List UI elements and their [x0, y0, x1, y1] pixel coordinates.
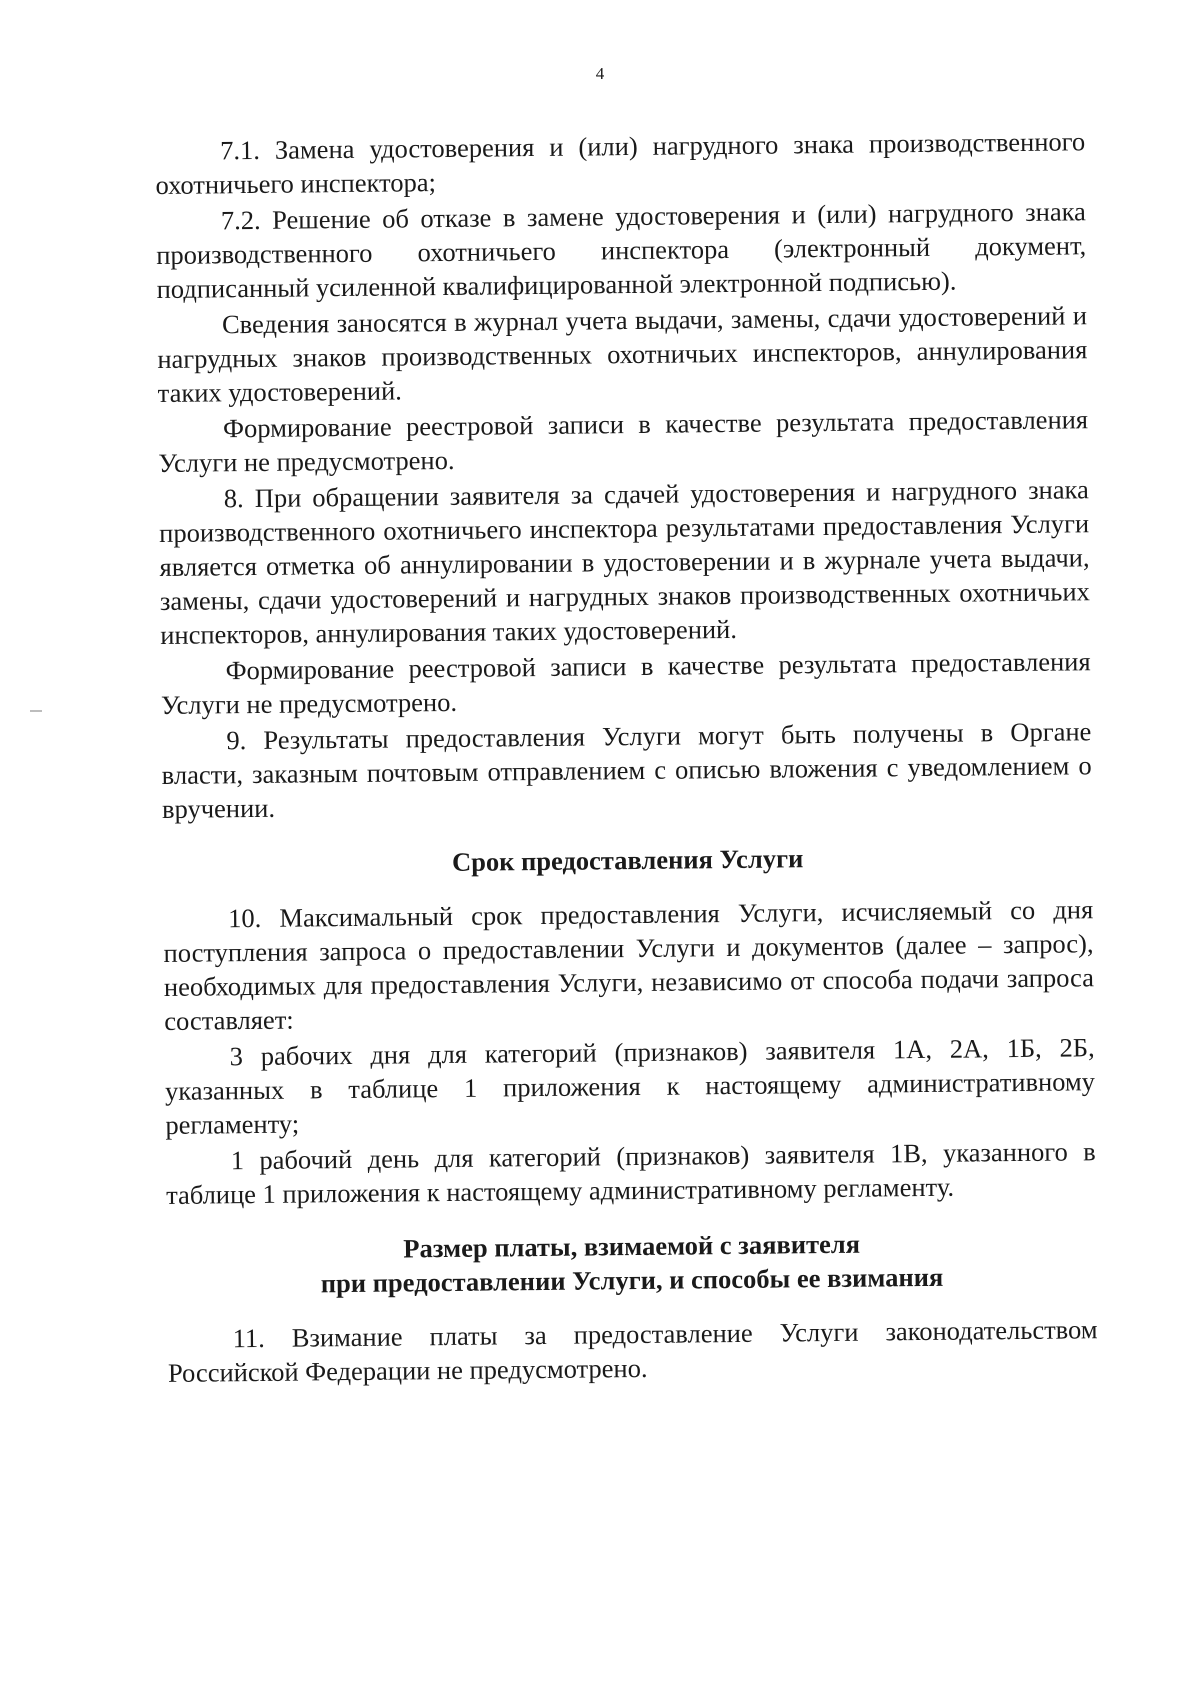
page-number: 4	[595, 64, 605, 83]
heading-fee-line-2: при предоставлении Услуги, и способы ее взимания	[320, 1261, 944, 1299]
paragraph-registry-note-2: Формирование реестровой записи в качестве результата предоставления Услуги не предусмотрено.	[160, 646, 1091, 720]
paragraph-7-2: 7.2. Решение об отказе в замене удостоверения и (или) нагрудного знака производственного охотничьего инспектора (электронный документ, подписанный усиленной квалифицированной электронной подписью).	[156, 196, 1087, 304]
heading-service-term: Срок предоставления Услуги	[451, 843, 804, 877]
paragraph-registry-note-1: Формирование реестровой записи в качестве результата предоставления Услуги не предусмотрено.	[158, 404, 1089, 478]
heading-fee-line-1: Размер платы, взимаемой с заявителя	[403, 1228, 861, 1264]
document-body	[155, 124, 1098, 1390]
paragraph-9: 9. Результаты предоставления Услуги могут быть получены в Органе власти, заказным почтовым отправлением с описью вложения с уведомлением о вручении.	[161, 716, 1092, 824]
paragraph-records: Сведения заносятся в журнал учета выдачи, замены, сдачи удостоверений и нагрудных знаков производственных охотничьих инспекторов, аннулирования таких удостоверений.	[157, 300, 1088, 408]
paragraph-10: 10. Максимальный срок предоставления Услуги, исчисляемый со дня поступления запроса о предоставлении Услуги и документов (далее – запрос), необходимых для предоставления Услуги, независимо от способа подачи запроса составляет:	[163, 894, 1095, 1036]
paragraph-10-term-3-days: 3 рабочих дня для категорий (признаков) заявителя 1А, 2А, 1Б, 2Б, указанных в таблице 1 приложения к настоящему административному регламенту;	[164, 1032, 1096, 1140]
paragraph-8: 8. При обращении заявителя за сдачей удостоверения и нагрудного знака производственного охотничьего инспектора результатами предоставления Услуги является отметка об аннулировании в удостоверении и в журнале учета выдачи, замены, сдачи удостоверений и нагрудных знаков производственных охотничьих инспекторов, аннулирования таких удостоверений.	[159, 474, 1090, 650]
paragraph-10-term-1-day: 1 рабочий день для категорий (признаков) заявителя 1В, указанного в таблице 1 приложения к настоящему административному регламенту.	[165, 1136, 1096, 1210]
paragraph-7-1: 7.1. Замена удостоверения и (или) нагрудного знака производственного охотничьего инспектора;	[155, 126, 1086, 200]
paragraph-11: 11. Взимание платы за предоставление Услуги законодательством Российской Федерации не предусмотрено.	[167, 1314, 1098, 1388]
scan-artifact-mark	[30, 710, 42, 712]
